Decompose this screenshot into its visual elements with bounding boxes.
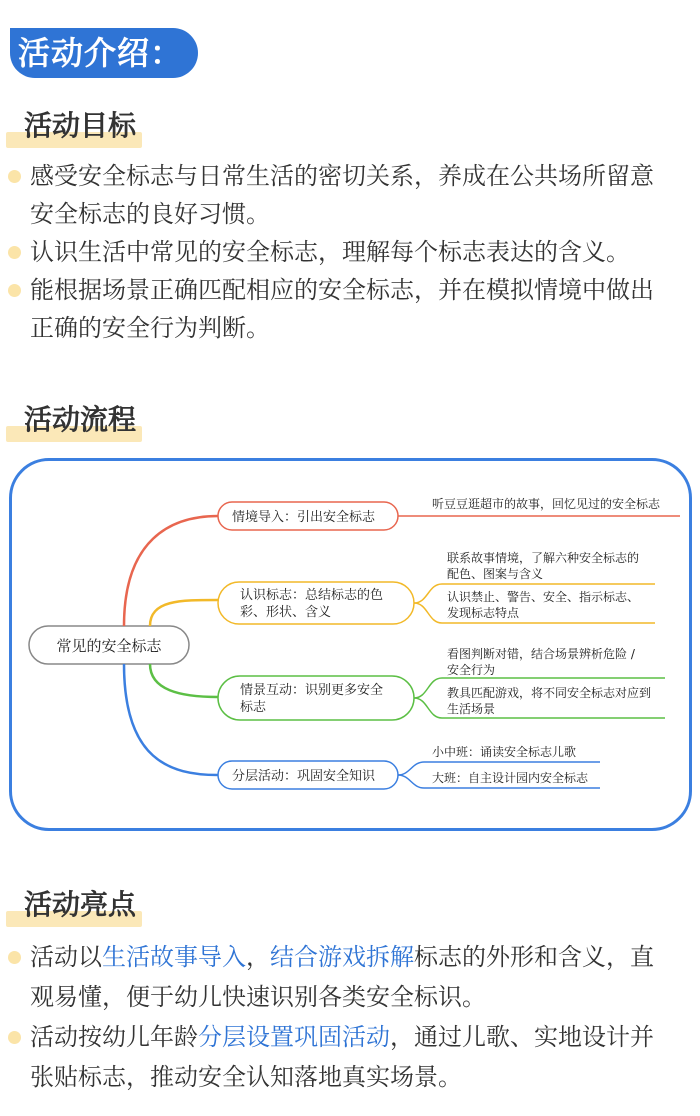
highlights-title: 活动亮点 — [24, 883, 136, 923]
leaf-label: 认识禁止、警告、安全、指示标志、 — [447, 590, 640, 604]
leaf-label: 联系故事情境，了解六种安全标志的 — [447, 551, 640, 565]
branch-label: 情景互动：识别更多安全 — [240, 683, 384, 698]
goals-title: 活动目标 — [24, 104, 136, 144]
list-item: 活动以生活故事导入，结合游戏拆解标志的外形和含义，直 观易懂，便于幼儿快速识别各类安全标识。 — [8, 937, 690, 1017]
branch-label: 彩、形状、含义 — [240, 605, 332, 620]
leaf-label: 看图判断对错，结合场景辨析危险 / — [447, 647, 635, 661]
highlights-list — [8, 937, 690, 1097]
bullet-dot — [8, 951, 21, 964]
leaf-label: 生活场景 — [447, 702, 496, 716]
leaf-label: 教具匹配游戏，将不同安全标志对应到 — [447, 686, 652, 700]
root-label: 常见的安全标志 — [56, 637, 162, 655]
process-title: 活动流程 — [24, 398, 136, 438]
leaf-label: 小中班：诵读安全标志儿歌 — [432, 745, 577, 759]
intro-badge: 活动介绍： — [10, 28, 198, 78]
bullet-dot — [8, 1031, 21, 1044]
branch-label: 分层活动：巩固安全知识 — [232, 769, 376, 784]
leaf-label: 听豆豆逛超市的故事，回忆见过的安全标志 — [432, 497, 661, 511]
leaf-label: 配色、图案与含义 — [447, 567, 544, 581]
leaf-label: 安全行为 — [447, 663, 496, 677]
branch-label: 认识标志：总结标志的色 — [240, 588, 384, 603]
branch-label: 情境导入：引出安全标志 — [232, 510, 376, 525]
leaf-label: 大班：自主设计园内安全标志 — [432, 771, 589, 785]
list-item: 感受安全标志与日常生活的密切关系，养成在公共场所留意 安全标志的良好习惯。 — [8, 157, 690, 233]
leaf-label: 发现标志特点 — [447, 606, 520, 620]
list-item: 活动按幼儿年龄分层设置巩固活动，通过儿歌、实地设计并 张贴标志，推动安全认知落地真实场景。 — [8, 1017, 690, 1097]
list-item: 认识生活中常见的安全标志，理解每个标志表达的含义。 — [8, 233, 690, 271]
list-item: 能根据场景正确匹配相应的安全标志，并在模拟情境中做出 正确的安全行为判断。 — [8, 271, 690, 347]
branch-label: 标志 — [240, 700, 267, 715]
